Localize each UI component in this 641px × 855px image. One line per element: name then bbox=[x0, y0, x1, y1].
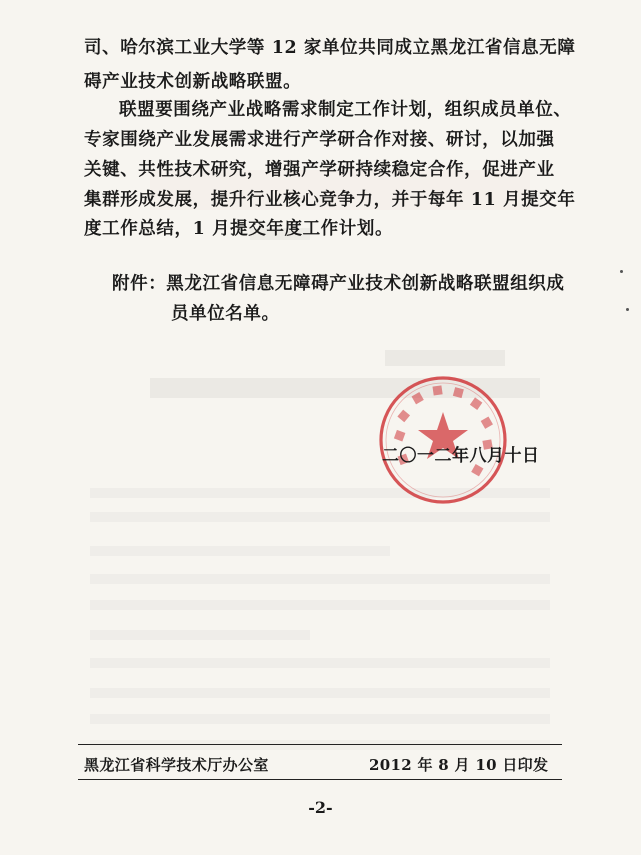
body-line-6: 集群形成发展，提升行业核心竞争力，并于每年 11 月提交年 bbox=[84, 190, 576, 210]
scan-speck bbox=[626, 308, 629, 311]
body-line-3: 联盟要围绕产业战略需求制定工作计划，组织成员单位、 bbox=[119, 100, 572, 120]
footer-bottom-rule bbox=[78, 779, 562, 780]
footer-issue-date: 2012 年 8 月 10 日印发 bbox=[369, 756, 549, 774]
body-line-4: 专家围绕产业发展需求进行产学研合作对接、研讨，以加强 bbox=[84, 130, 555, 150]
body-line-7: 度工作总结，1 月提交年度工作计划。 bbox=[84, 219, 394, 239]
body-line-2: 碍产业技术创新战略联盟。 bbox=[84, 72, 302, 92]
body-line-5: 关键、共性技术研究，增强产学研持续稳定合作，促进产业 bbox=[84, 160, 555, 180]
footer-top-rule bbox=[78, 744, 562, 745]
page-number: -2- bbox=[308, 798, 333, 817]
footer-issuer: 黑龙江省科学技术厅办公室 bbox=[84, 756, 269, 774]
signature-date: 二〇一二年八月十日 bbox=[382, 446, 540, 466]
official-seal-stamp bbox=[375, 372, 511, 508]
scan-speck bbox=[620, 270, 623, 273]
attachment-line-1: 附件：黑龙江省信息无障碍产业技术创新战略联盟组织成 bbox=[112, 274, 565, 294]
attachment-line-2: 员单位名单。 bbox=[171, 304, 280, 324]
body-line-1: 司、哈尔滨工业大学等 12 家单位共同成立黑龙江省信息无障 bbox=[84, 38, 576, 58]
